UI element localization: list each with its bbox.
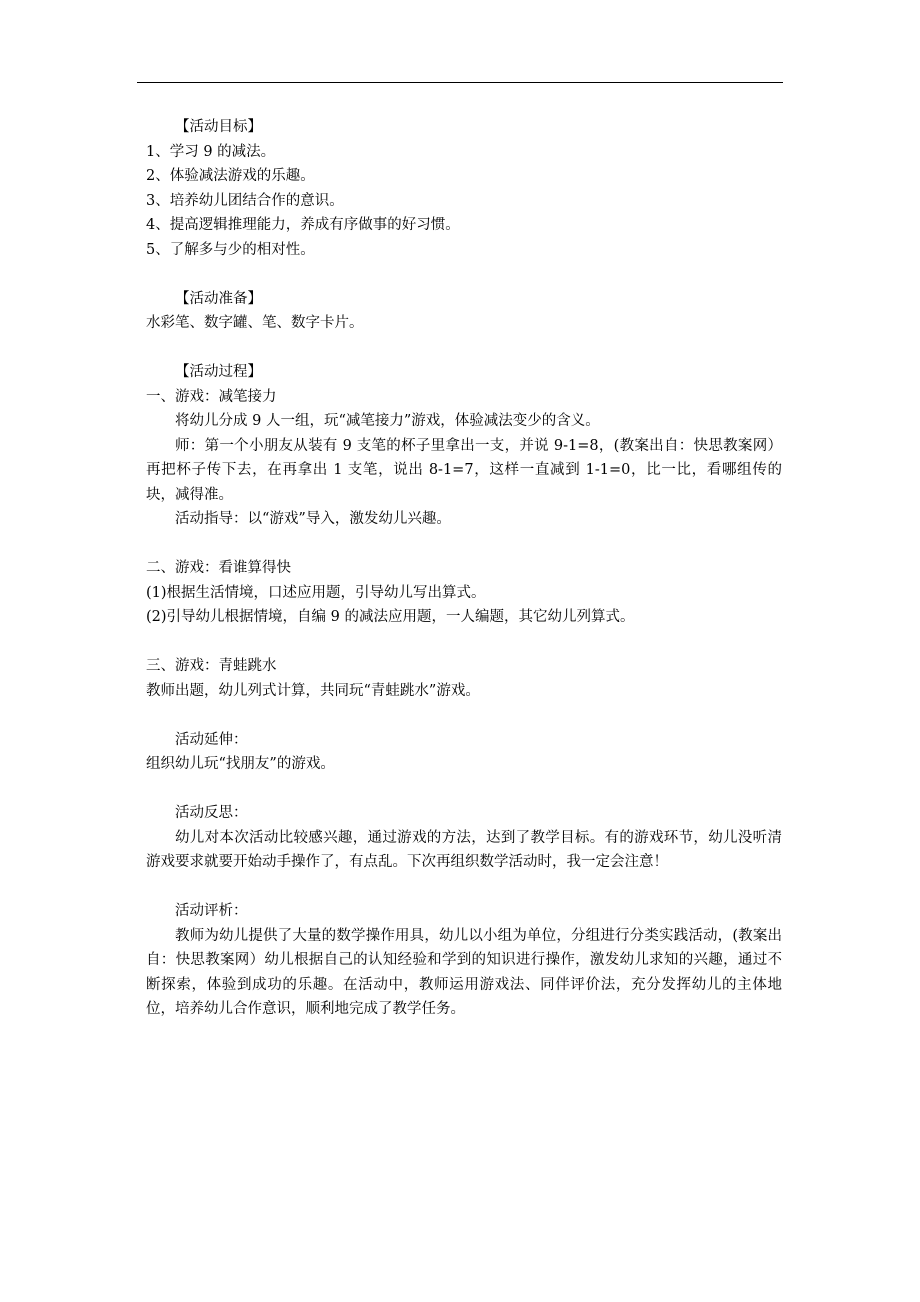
part1-paragraph-2: 师：第一个小朋友从装有 9 支笔的杯子里拿出一支，并说 9-1=8，(教案出自：快思教案网）再把杯子传下去，在再拿出 1 支笔，说出 8-1=7，这样一直减到 1-1=0，比一比，看哪组传的块，减得准。 bbox=[146, 437, 782, 503]
preparation-text: 水彩笔、数字罐、笔、数字卡片。 bbox=[146, 315, 364, 331]
spacer bbox=[146, 532, 782, 557]
preparation-heading: 【活动准备】 bbox=[175, 290, 262, 307]
spacer bbox=[146, 703, 782, 728]
part2-item-2: (2)引导幼儿根据情境，自编 9 的减法应用题，一人编题，其它幼儿列算式。 bbox=[146, 609, 635, 625]
goal-item-3: 3、培养幼儿团结合作的意识。 bbox=[146, 192, 344, 209]
spacer bbox=[146, 262, 782, 287]
goal-item-2: 2、体验减法游戏的乐趣。 bbox=[146, 168, 315, 184]
part3-text: 教师出题，幼儿列式计算，共同玩“青蛙跳水”游戏。 bbox=[146, 682, 480, 699]
goal-item-5: 5、了解多与少的相对性。 bbox=[146, 241, 315, 258]
document-body bbox=[146, 115, 782, 1022]
part3-title: 三、游戏：青蛙跳水 bbox=[146, 658, 277, 674]
reflection-text: 幼儿对本次活动比较感兴趣，通过游戏的方法，达到了教学目标。有的游戏环节，幼儿没听清游戏要求就要开始动手操作了，有点乱。下次再组织数学活动时，我一定会注意！ bbox=[146, 829, 782, 870]
evaluation-title: 活动评析： bbox=[175, 903, 248, 919]
process-heading: 【活动过程】 bbox=[175, 364, 262, 380]
spacer bbox=[146, 336, 782, 361]
part2-title: 二、游戏：看谁算得快 bbox=[146, 560, 291, 576]
evaluation-text: 教师为幼儿提供了大量的数学操作用具，幼儿以小组为单位，分组进行分类实践活动，(教案出自：快思教案网）幼儿根据自己的认知经验和学到的知识进行操作，激发幼儿求知的兴趣，通过不断探索，体验到成功的乐趣。在活动中，教师运用游戏法、同伴评价法，充分发挥幼儿的主体地位，培养幼儿合作意识，顺利地完成了教学任务。 bbox=[146, 927, 782, 1017]
spacer bbox=[146, 875, 782, 900]
part1-title: 一、游戏：减笔接力 bbox=[146, 388, 277, 405]
extension-text: 组织幼儿玩“找朋友”的游戏。 bbox=[146, 756, 335, 772]
part1-guidance: 活动指导：以“游戏”导入，激发幼儿兴趣。 bbox=[175, 511, 451, 527]
goal-item-1: 1、学习 9 的减法。 bbox=[146, 143, 276, 160]
reflection-title: 活动反思： bbox=[175, 805, 248, 821]
goal-item-4: 4、提高逻辑推理能力，养成有序做事的好习惯。 bbox=[146, 217, 460, 233]
part2-item-1: (1)根据生活情境，口述应用题，引导幼儿写出算式。 bbox=[146, 584, 486, 601]
spacer bbox=[146, 630, 782, 655]
part1-paragraph-1: 将幼儿分成 9 人一组，玩“减笔接力”游戏，体验减法变少的含义。 bbox=[175, 413, 600, 429]
extension-title: 活动延伸： bbox=[175, 731, 248, 748]
goals-heading: 【活动目标】 bbox=[175, 119, 262, 135]
header-rule bbox=[137, 82, 783, 83]
spacer bbox=[146, 777, 782, 802]
